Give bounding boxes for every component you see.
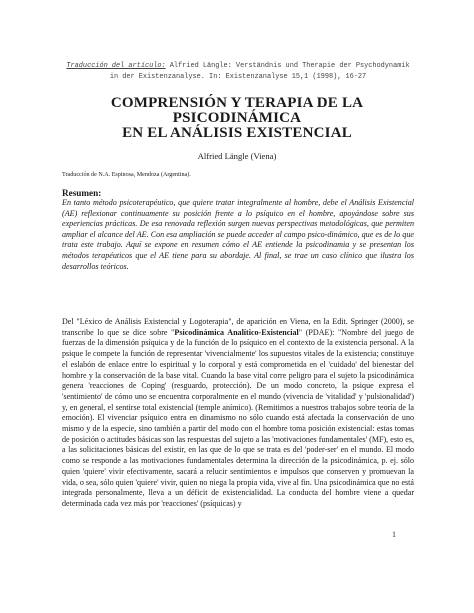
translation-note: Traducción de N.A. Espinosa, Mendoza (Argentina). [62, 172, 191, 178]
title-line-3: EN EL ANÁLISIS EXISTENCIAL [122, 125, 352, 141]
title-line-1: COMPRENSIÓN Y TERAPIA DE LA [110, 95, 364, 111]
abstract-text: En tanto método psicoterapéutico, que quiere tratar integralmente al hombre, debe el Análisis Existencial (AE) reflexionar continuamente su posición frente a lo psíquico en el hombre, apoyándose sobre sus experiencias prácticas. De esa renovada reflexión surgen nuevas perspectivas metodológicas, que permiten ampliar el alcance del AE. Con esa ampliación se puede acceder al campo psico-dinámico, que es de lo que trata este trabajo. Aquí se expone en resumen cómo el AE entiende la psicodinamia y se presentan los métodos terapéuticos que el AE tiene para su abordaje. Al final, se trae un caso clínico que ilustra los desarrollos teóricos. [62, 198, 414, 271]
body-paragraph [62, 317, 414, 510]
title-line-2: PSICODINÁMICA [172, 110, 302, 126]
document-title [40, 96, 434, 141]
author-line: Alfried Längle (Viena) [197, 151, 277, 161]
body-paragraph-start: Del "Léxico de Análisis Existencial y Logoterapia", de aparición en Viena, en la Edit. Springer (2000), se transcribe lo que se dice sobre " [62, 317, 414, 337]
article-reference [62, 61, 414, 82]
term-highlight: Psicodinámica Analítico-Existencial [174, 327, 299, 337]
abstract-heading: Resumen: [62, 188, 102, 198]
page-number: 1 [392, 530, 396, 539]
reference-label: Traducción del artículo: [66, 62, 166, 70]
body-paragraph-rest: " (PDAE): "Nombre del juego de fuerzas de la dimensión psíquica y de la función de lo psíquico en el contexto de la existencia personal. A la psique le compete la función de representar 'vivencialmente' los supuestos vitales de la existencia; constituye el eslabón de enlace entre lo espiritual y lo corporal y está comprometida en el 'cuidado' del bienestar del hombre y la conservación de la base vital. Cuando la base vital corre peligro para el sujeto la psicodinámica genera 'reacciones de Coping' (resguardo, protección). De un modo concreto, la psique expresa el 'sentimiento' de cómo uno se encuentra corporalmente en el mundo (vivencia de 'vitalidad' y 'pulsionalidad') y, en general, el sentirse total existencial (temple anímico). (Remitimos a nuestros trabajos sobre teoría de la emoción). El vivenciar psíquico entra en dinamismo no sólo cuando está afectada la conservación de uno mismo y de la especie, sino también a partir del modo con el hombre toma posición existencial: estas tomas de posición o actitudes básicas son las respuestas del sujeto a las 'motivaciones fundamentales' (MF), esto es, a las solicitaciones básicas del existir, en las que de lo que se trata es del 'poder-ser' en el mundo. El modo como se responde a las motivaciones fundamentales determina la dirección de la psicodinámica, p. ej. sólo quien 'quiere' vivir efectivamente, sacará a relucir sentimientos e impulsos que conserven y promuevan la vida, o sea, sólo quien 'quiere' vivir, quien no niega la propia vida, vive al fin. Una psicodinámica que no está integrada personalmente, lleva a un déficit de existencialidad. La conducta del hombre viene a quedar determinada cada vez más por 'reacciones' (psíquicas) y [62, 327, 414, 508]
reference-text: Alfried Längle: Verständnis und Therapie der Psychodynamik in der Existenzanalyse. In: Existenzanalyse 15,1 (1998), 16-27 [109, 62, 410, 81]
